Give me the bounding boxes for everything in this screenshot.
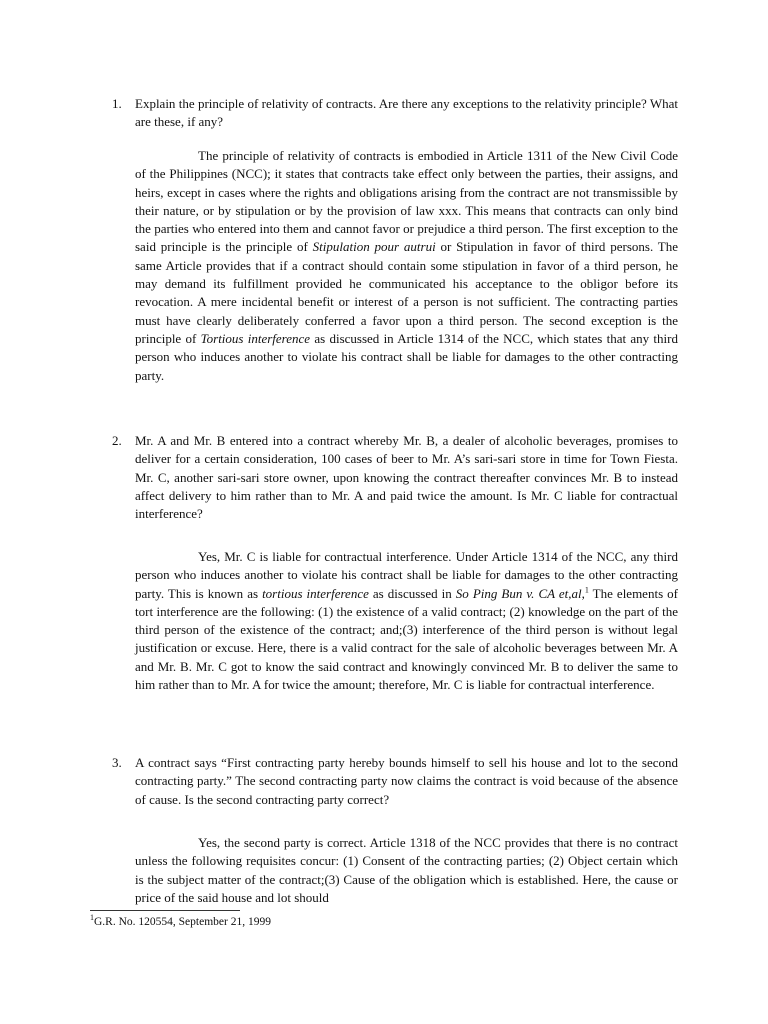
answer-3 [135, 834, 678, 907]
question-number: 3. [112, 755, 122, 770]
footnote-divider [90, 910, 240, 911]
footnote-text: G.R. No. 120554, September 21, 1999 [94, 916, 271, 928]
question-text: A contract says “First contracting party hereby bounds himself to sell his house and lot to the second contracting party.” The second contracting party now claims the contract is void because of the absence of cause. Is the second contracting party correct? [135, 755, 678, 807]
answer-text: Yes, Mr. C is liable for contractual interference. Under Article 1314 of the NCC, any third person who induces another to violate his contract shall be liable for damages to the other contracting party. This is known as [135, 549, 678, 601]
question-text: Explain the principle of relativity of contracts. Are there any exceptions to the relativity principle? What are these, if any? [135, 96, 678, 130]
answer-emphasis: Stipulation pour autrui [312, 239, 436, 255]
footnote-reference[interactable]: 1 [584, 585, 589, 595]
answer-text: or Stipulation in favor of third persons. The same Article provides that if a contract should contain some stipulation in favor of a third person, he may demand its fulfillment provided he communicated his acceptance to the obligor before its revocation. A mere incidental benefit or interest of a person is not sufficient. The contracting parties must have clearly deliberately conferred a favor upon a third person. The second exception is the principle of [135, 239, 679, 346]
answer-text: as discussed in [368, 585, 456, 601]
footnote-mark: 1 [90, 913, 94, 923]
answer-emphasis: tortious interference [262, 585, 369, 601]
question-number: 2. [112, 433, 122, 448]
question-number: 1. [112, 96, 122, 111]
answer-1 [135, 147, 678, 385]
answer-text: The elements of tort interference are the following: (1) the existence of a valid contract; (2) knowledge on the part of the third person of the existence of the contract; and;(3) interference of the third person is without legal justification or excuse. Here, there is a valid contract for the sale of alcoholic beverages between Mr. A and Mr. B. Mr. C got to know the said contract and knowingly convinced Mr. B to deliver the same to him rather than to Mr. A for twice the amount; therefore, Mr. C is liable for contractual interference. [135, 585, 678, 693]
answer-emphasis: Tortious interference [200, 330, 311, 346]
answer-2 [135, 548, 678, 694]
question-text: Mr. A and Mr. B entered into a contract whereby Mr. B, a dealer of alcoholic beverages, promises to deliver for a certain consideration, 100 cases of beer to Mr. A’s sari-sari store in time for Town Fiesta. Mr. C, another sari-sari store owner, upon knowing the contract thereafter convinces Mr. B to instead affect delivery to him rather than to Mr. A and paid twice the amount. Is Mr. C liable for contractual interference? [135, 433, 678, 522]
footnote [90, 915, 271, 929]
case-citation: So Ping Bun v. CA et,al, [455, 585, 585, 601]
answer-text: The principle of relativity of contracts is embodied in Article 1311 of the New Civil Code of the Philippines (NCC); it states that contracts take effect only between the parties, their assigns, and heirs, except in cases where the rights and obligations arising from the contract are not transmissible by their nature, or by stipulation or by the provision of law xxx. This means that contracts can only bind the parties who entered into them and cannot favor or prejudice a third person. The first exception to the said principle is the principle of [135, 148, 678, 255]
answer-text: Yes, the second party is correct. Article 1318 of the NCC provides that there is no contract unless the following requisites concur: (1) Consent of the contracting parties; (2) Object certain which is the subject matter of the contract;(3) Cause of the obligation which is established. Here, the cause or price of the said house and lot should [135, 835, 678, 905]
answer-text: as discussed in Article 1314 of the NCC, which states that any third person who induces another to violate his contract shall be liable for damages to the other contracting party. [135, 330, 678, 383]
